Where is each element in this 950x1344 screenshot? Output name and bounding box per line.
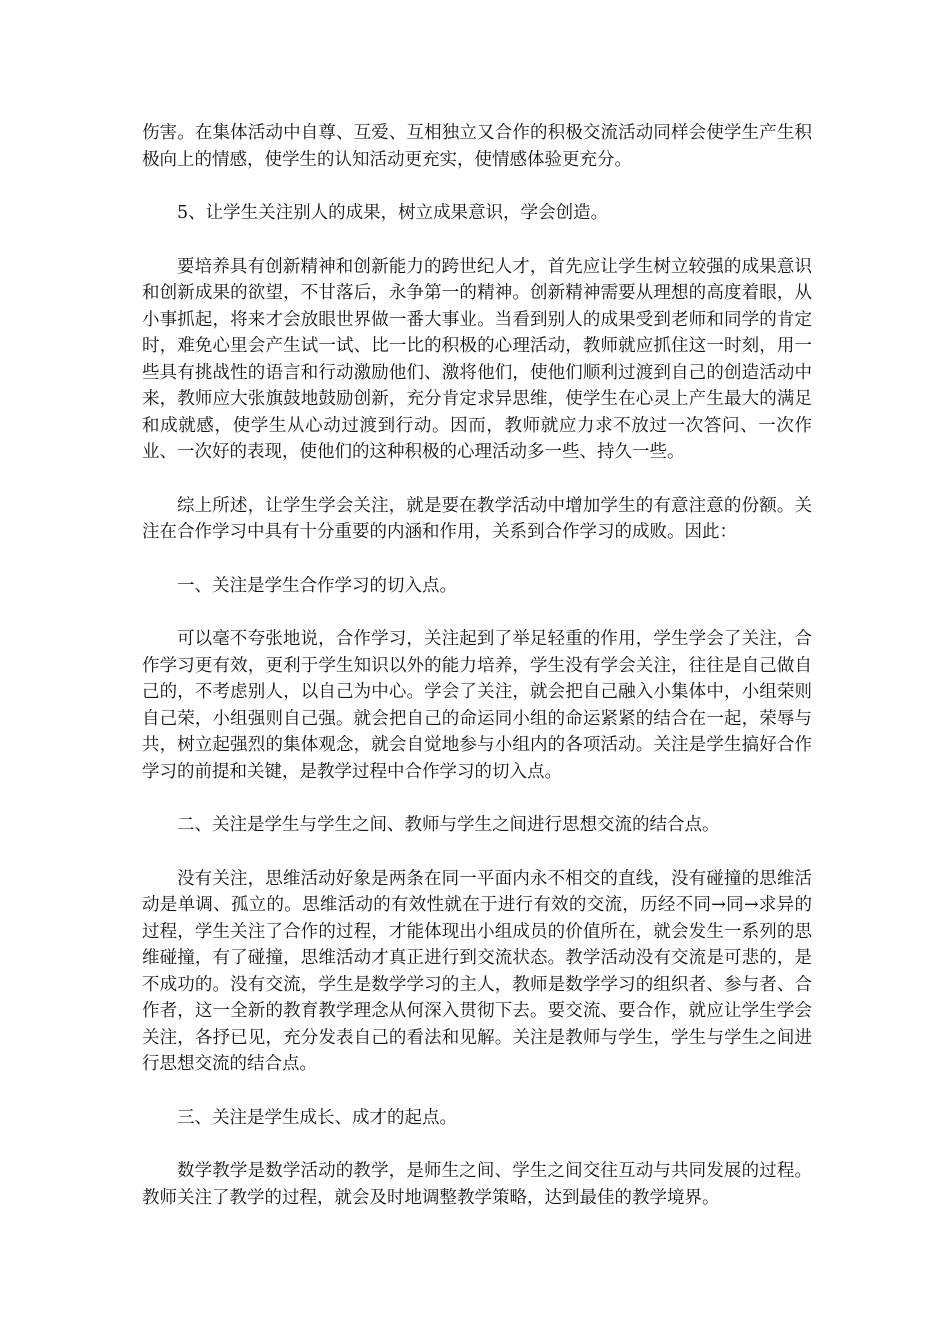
document-page xyxy=(142,120,812,1238)
paragraph-body: 数学教学是数学活动的教学，是师生之间、学生之间交往互动与共同发展的过程。教师关注了教学的过程，就会及时地调整教学策略，达到最佳的教学境界。 xyxy=(142,1161,812,1208)
section-heading-5: 5、让学生关注别人的成果，树立成果意识，学会创造。 xyxy=(177,203,609,223)
section-heading-1: 一、关注是学生合作学习的切入点。 xyxy=(177,575,457,596)
paragraph-continuation: 伤害。在集体活动中自尊、互爱、互相独立又合作的积极交流活动同样会使学生产生积极向上的情感，使学生的认知活动更充实，使情感体验更充分。 xyxy=(142,123,812,170)
paragraph-body: 没有关注，思维活动好象是两条在同一平面内永不相交的直线，没有碰撞的思维活动是单调、孤立的。思维活动的有效性就在于进行有效的交流，历经不同→同→求异的过程，学生关注了合作的过程，才能体现出小组成员的价值所在，就会发生一系列的思维碰撞，有了碰撞，思维活动才真正进行到交流状态。教学活动没有交流是可悲的，是不成功的。没有交流，学生是数学学习的主人，教师是数学学习的组织者、参与者、合作者，这一全新的教育教学理念从何深入贯彻下去。要交流、要合作，就应让学生学会关注，各抒已见，充分发表自己的看法和见解。关注是教师与学生，学生与学生之间进行思想交流的结合点。 xyxy=(142,868,812,1074)
section-heading-3: 三、关注是学生成长、成才的起点。 xyxy=(177,1107,457,1128)
section-heading-2: 二、关注是学生与学生之间、教师与学生之间进行思想交流的结合点。 xyxy=(177,815,720,835)
paragraph-body: 可以毫不夸张地说，合作学习，关注起到了举足轻重的作用，学生学会了关注，合作学习更有效，更利于学生知识以外的能力培养，学生没有学会关注，往往是自己做自己的，不考虑别人，以自己为中心。学会了关注，就会把自己融入小集体中，小组荣则自己荣，小组强则自己强。就会把自己的命运同小组的命运紧紧的结合在一起，荣辱与共，树立起强烈的集体观念，就会自觉地参与小组内的各项活动。关注是学生搞好合作学习的前提和关键，是教学过程中合作学习的切入点。 xyxy=(142,629,812,782)
paragraph-body: 要培养具有创新精神和创新能力的跨世纪人才，首先应让学生树立较强的成果意识和创新成果的欲望，不甘落后，永争第一的精神。创新精神需要从理想的高度着眼，从小事抓起，将来才会放眼世界做一番大事业。当看到别人的成果受到老师和同学的肯定时，难免心里会产生试一试、比一比的积极的心理活动，教师就应抓住这一时刻，用一些具有挑战性的语言和行动激励他们、激将他们，使他们顺利过渡到自己的创造活动中来，教师应大张旗鼓地鼓励创新，充分肯定求异思维，使学生在心灵上产生最大的满足和成就感，使学生从心动过渡到行动。因而，教师就应力求不放过一次答问、一次作业、一次好的表现，使他们的这种积极的心理活动多一些、持久一些。 xyxy=(142,256,812,462)
paragraph-summary: 综上所述，让学生学会关注，就是要在教学活动中增加学生的有意注意的份额。关注在合作学习中具有十分重要的内涵和作用，关系到合作学习的成败。因此： xyxy=(142,495,812,542)
